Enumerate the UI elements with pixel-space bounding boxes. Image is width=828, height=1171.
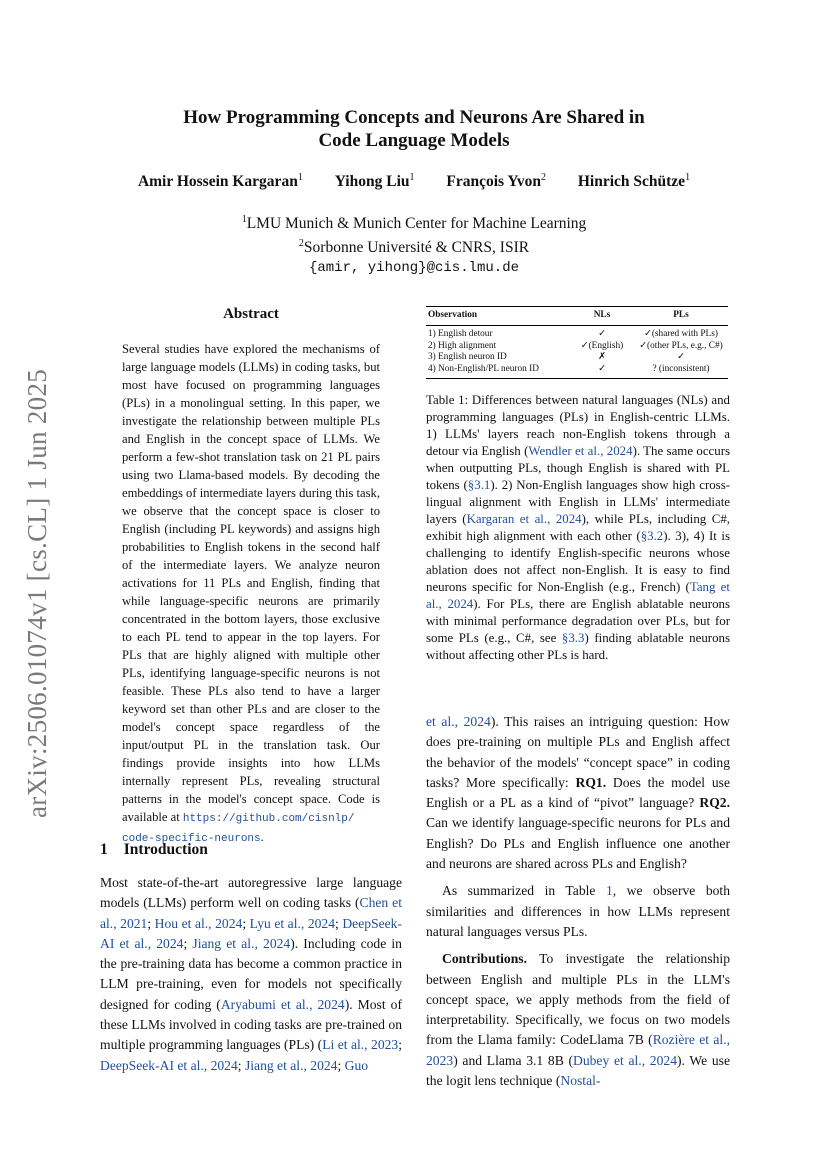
table-1-caption: Table 1: Differences between natural languages (NLs) and programming languages (PLs) in English-centric LLMs. 1) LLMs' layers reach non-English tokens through a detour via English (Wendler et al., 2024). The same occurs when outputting PLs, though English is shared with PL tokens (§3.1). 2) Non-English languages show high cross-lingual alignment with English in LLMs' intermediate layers (Kargaran et al., 2024), while PLs, including C#, exhibit high alignment with each other (§3.2). 3), 4) It is challenging to identify English-specific neurons whose ablation does not affect non-English. It is easy to find neurons specific for Non-English (e.g., French) (Tang et al., 2024). For PLs, there are English ablatable neurons with minimal performance degradation over PLs, but for some PLs (e.g., C#, see §3.3) finding ablatable neurons without affecting other PLs is hard. [426, 393, 731, 662]
paragraph: Contributions. To investigate the relationship between English and multiple PLs in the LLM's concept space, we apply methods from the field of interpretability. Specifically, we focus on two models from the Llama family: CodeLlama 7B (Rozière et al., 2023) and Llama 3.1 8B (Dubey et al., 2024). We use the logit lens technique (Nostal- [426, 951, 730, 1089]
paragraph: et al., 2024). This raises an intriguing question: How does pre-training on multiple PLs and English affect the behavior of the models' “concept space” in coding tasks? More specifically: RQ1. Does the model use English or a PL as a kind of “pivot” language? RQ2. Can we identify language-specific neurons for PLs and English? Do PLs and English influence one another and neurons are shared across PLs and English? [426, 714, 730, 872]
table-cell: 4) Non-English/PL neuron ID [428, 363, 539, 374]
author-list [0, 172, 828, 191]
author: Hinrich Schütze$^1$ [577, 172, 691, 191]
table-cell: ? (inconsistent) [652, 363, 710, 374]
abstract-text: Several studies have explored the mechanisms of large language models (LLMs) in coding tasks, but most have focused on programming languages (PLs) in a monolingual setting. In this paper, we investigate the relationship between multiple PLs and English in the concept space of LLMs. We perform a few-shot translation task on 21 PL pairs using two Llama-based models. By decoding the embeddings of intermediate layers during this task, we observe that the concept space is closer to English (including PL keywords) and assigns high probabilities to English tokens in the second half of the intermediate layers. We analyze neuron activations for 11 PLs and English, finding that while language-specific neurons are primarily concentrated in the bottom layers, those exclusive to each PL tend to appear in the top layers. For PLs that are highly aligned with multiple other PLs, identifying language-specific neurons is not feasible. These PLs also tend to have a larger keyword set than other PLs and are closer to the model's concept space regardless of the input/output PL in the translation task. Our findings provide insights into how LLMs internally represent PLs, revealing structural patterns in the model's concept space. Code is available at https://github.com/cisnlp/ code-specific-neurons. [122, 342, 380, 845]
author: François Yvon$^2$ [446, 172, 546, 191]
citation-link[interactable]: Li et al., 2023 [322, 1037, 399, 1053]
table-header: NLs [593, 310, 611, 320]
table-cell: 1) English detour [428, 329, 493, 340]
table-row [426, 364, 728, 379]
citation-link[interactable]: Kargaran et al., 2024 [466, 512, 582, 526]
author: Yihong Liu$^1$ [334, 172, 415, 191]
table-row [426, 352, 728, 363]
title-line-1: How Programming Concepts and Neurons Are Shared in [183, 107, 645, 128]
paper-title [0, 106, 828, 152]
table-header: Observation [428, 310, 478, 320]
table-ref-link[interactable]: 1 [605, 883, 613, 899]
table-cell: ✗ [598, 352, 606, 363]
table-cell: 2) High alignment [428, 340, 497, 351]
author: Amir Hossein Kargaran$^1$ [137, 172, 303, 191]
table-cell: ✓(shared with PLs) [644, 329, 718, 340]
citation-link[interactable]: Aryabumi et al., 2024 [220, 996, 345, 1012]
table-cell: ✓ [677, 352, 685, 363]
citation-link[interactable]: et al., 2024 [426, 714, 491, 729]
contributions-label: Contributions. [442, 951, 527, 967]
title-line-2: Code Language Models [318, 130, 510, 151]
citation-link[interactable]: Nostal- [560, 1073, 601, 1089]
section-link[interactable]: §3.1 [467, 478, 491, 492]
table-cell: ✓(other PLs, e.g., C#) [639, 340, 723, 351]
affiliation-2: $^2$Sorbonne Université & CNRS, ISIR [298, 238, 530, 257]
citation-link[interactable]: Chen et al., 2021 [100, 895, 402, 931]
table-header: PLs [673, 310, 689, 320]
introduction-text: Most state-of-the-art autoregressive large language models (LLMs) perform well on coding tasks (Chen et al., 2021; Hou et al., 2024; Lyu et al., 2024; DeepSeek-AI et al., 2024; Jiang et al., 2024). Including code in the pre-training data has become a common practice in LLM pre-training, even for models not specifically designed for coding (Aryabumi et al., 2024). Most of these LLMs involved in coding tasks are pre-trained on multiple programming languages (PLs) (Li et al., 2023; DeepSeek-AI et al., 2024; Jiang et al., 2024; Guo [100, 875, 402, 1073]
rq2-label: RQ2. [699, 795, 730, 811]
code-repo-link[interactable]: https://github.com/cisnlp/ code-specific-neurons [122, 813, 355, 845]
citation-link[interactable]: Hou et al., 2024 [154, 915, 243, 931]
section-heading-introduction: 1 Introduction [100, 841, 208, 858]
citation-link[interactable]: Jiang et al., 2024 [192, 935, 291, 951]
author-email: {amir, yihong}@cis.lmu.de [308, 260, 520, 277]
citation-link[interactable]: Guo [344, 1057, 369, 1073]
citation-link[interactable]: DeepSeek-AI et al., 2024 [100, 915, 402, 951]
rq1-label: RQ1. [575, 774, 607, 790]
introduction-continued [426, 712, 730, 1091]
citation-link[interactable]: Rozière et al., 2023 [426, 1032, 730, 1068]
table-header-row [426, 307, 728, 326]
table-1 [426, 306, 728, 379]
citation-link[interactable]: DeepSeek-AI et al., 2024 [100, 1057, 238, 1073]
citation-link[interactable]: Dubey et al., 2024 [573, 1052, 677, 1068]
affiliation-1: $^1$LMU Munich & Munich Center for Machine Learning [241, 214, 587, 233]
section-link[interactable]: §3.3 [561, 631, 585, 645]
citation-link[interactable]: Wendler et al., 2024 [528, 444, 633, 458]
citation-link[interactable]: Tang et al., 2024 [426, 580, 730, 611]
abstract-heading: Abstract [223, 306, 279, 322]
table-row [426, 341, 728, 352]
arxiv-stamp: arXiv:2506.01074v1 [cs.CL] 1 Jun 2025 [22, 368, 52, 818]
affiliations [0, 210, 828, 278]
citation-link[interactable]: Lyu et al., 2024 [249, 915, 336, 931]
paragraph: As summarized in Table 1, we observe both similarities and differences in how LLMs represent natural languages versus PLs. [426, 883, 730, 939]
citation-link[interactable]: Jiang et al., 2024 [244, 1057, 338, 1073]
table-cell: ✓(English) [580, 340, 624, 351]
table-cell: ✓ [598, 363, 606, 374]
table-cell: 3) English neuron ID [428, 352, 507, 363]
table-row [426, 326, 728, 341]
section-link[interactable]: §3.2 [640, 529, 664, 543]
table-cell: ✓ [598, 329, 606, 340]
